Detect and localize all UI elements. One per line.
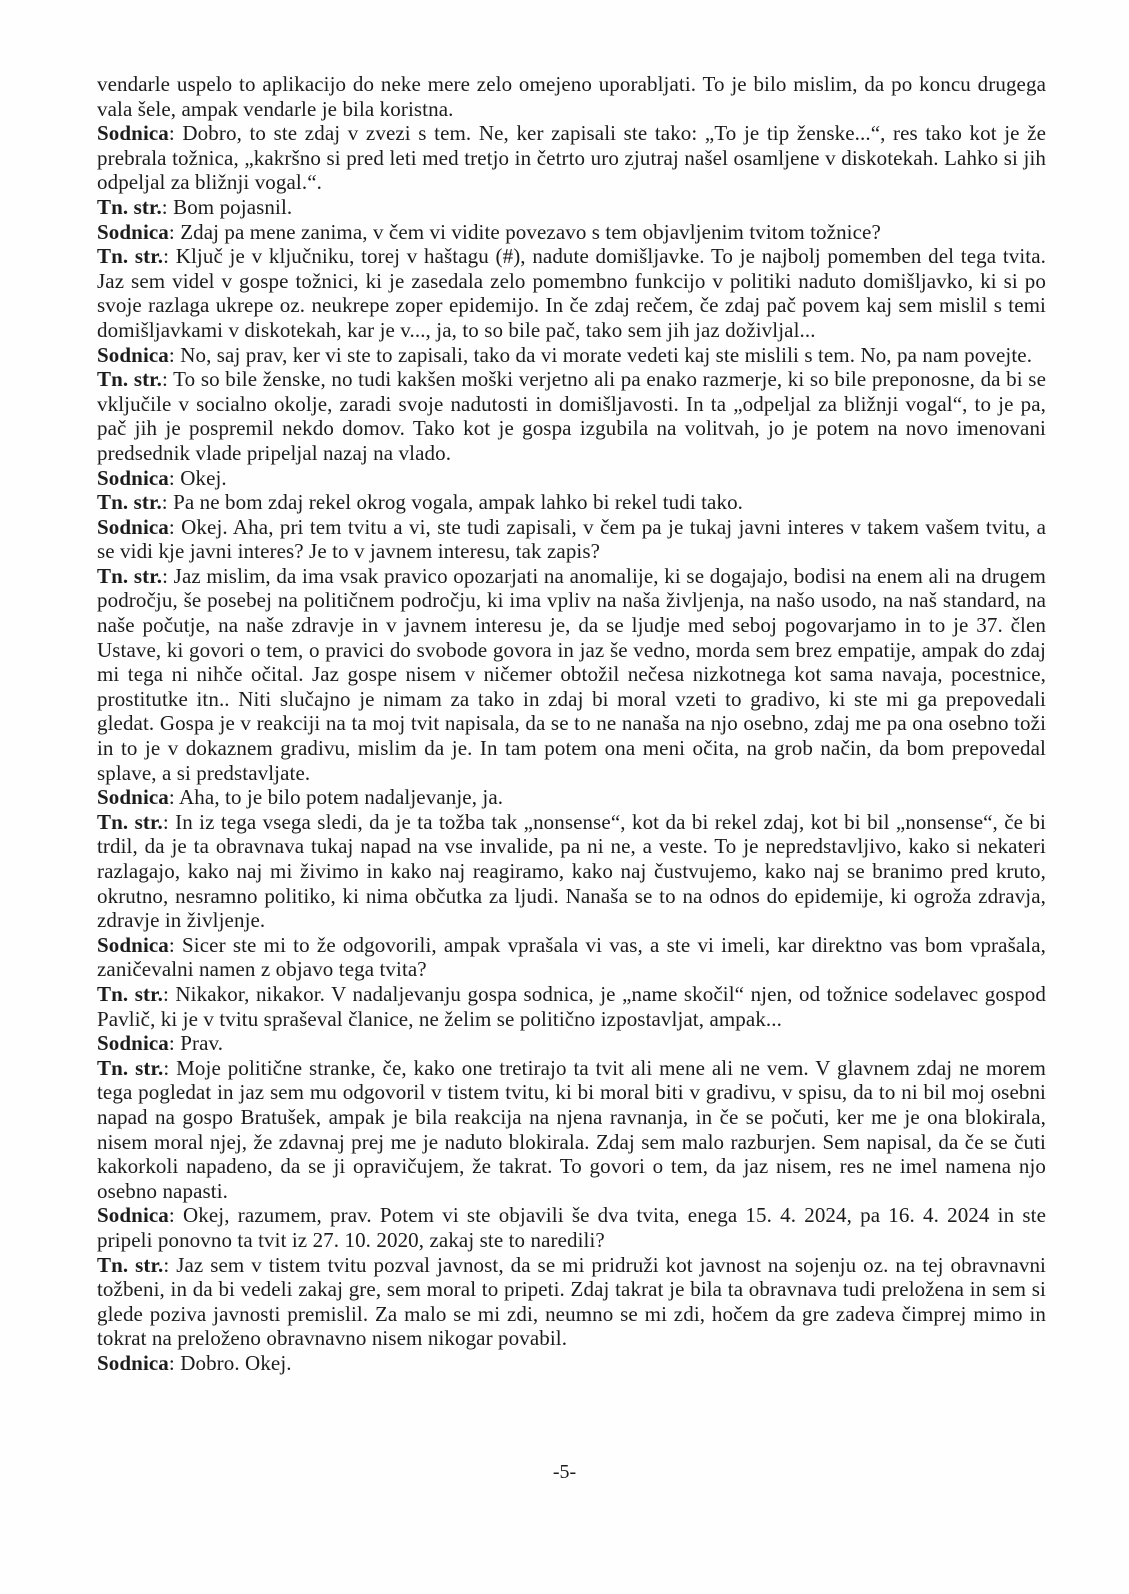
paragraph-text: In iz tega vsega sledi, da je ta tožba tak „nonsense“, kot da bi rekel zdaj, kot bi bil „nonsense“, če bi trdil, da je ta obravnava tukaj napad na vse invalide, pa ni ne, a veste. To je nepredstavljivo, kako si nekateri razlagajo, kako naj mi živimo in kako naj reagiramo, kako naj čustvujemo, kako naj se branimo pred kruto, okrutno, nesramno politiko, ki nima občutka za ljudi. Nanaša se to na odnos do epidemije, ki ogroža zdravja, zdravje in življenje. [97,809,1046,933]
paragraph-text: Bom pojasnil. [173,194,293,219]
transcript-paragraph: Sodnica: No, saj prav, ker vi ste to zapisali, tako da vi morate vedeti kaj ste mislili s tem. No, pa nam povejte. [97,342,1033,367]
speaker-name: Sodnica [97,932,169,957]
paragraph-text: Sicer ste mi to že odgovorili, ampak vprašala vi vas, a ste vi imeli, kar direktno vas bom vprašala, zaničevalni namen z objavo tega tvita? [97,932,1046,982]
paragraph-text: Aha, to je bilo potem nadaljevanje, ja. [179,785,504,810]
paragraph-text: Nikakor, nikakor. V nadaljevanju gospa sodnica, je „name skočil“ njen, od tožnice sodelavec gospod Pavlič, ki je v tvitu spraševal članice, ne želim se politično izpostavljat, ampak... [97,981,1046,1031]
transcript-paragraph: Sodnica: Prav. [97,1031,224,1056]
transcript-paragraph: Sodnica: Sicer ste mi to že odgovorili, ampak vprašala vi vas, a ste vi imeli, kar direktno vas bom vprašala, zaničevalni namen z objavo tega tvita? [97,932,1046,982]
speaker-name: Sodnica [97,465,169,490]
paragraph-text: Dobro, to ste zdaj v zvezi s tem. Ne, ker zapisali ste tako: „To je tip ženske...“, res tako kot je že prebrala tožnica, „kakršno si pred leti med tretjo in četrto uro zjutraj našel osamljene v diskotekah. Lahko si jih odpeljal za bližnji vogal.“. [97,121,1046,195]
page-number: -5- [552,1461,577,1483]
speaker-name: Sodnica [97,514,169,539]
transcript-paragraph [97,72,1046,121]
paragraph-text: Dobro. Okej. [180,1350,292,1375]
speaker-name: Tn. str. [97,194,162,219]
paragraph-text: To so bile ženske, no tudi kakšen moški verjetno ali pa enako razmerje, ki so bile preponosne, da bi se vključile v socialno okolje, zaradi svoje nadutosti in domišljavosti. In ta „odpeljal za bližnji vogal“, to je pa, pač jih je pospremil nekdo domov. Tako kot je gospa izgubila na volitvah, jo je potem na novo imenovani predsednik vlade pripeljal nazaj na vlado. [97,367,1046,465]
transcript-paragraph: Tn. str.: Ključ je v ključniku, torej v haštagu (#), nadute domišljavke. To je najbolj pomemben del tega tvita. Jaz sem videl v gospe tožnici, ki je zasedala zelo pomembno funkcijo v politiki naduto domišljavko, ki si po svoje razlaga ukrepe oz. neukrepe zoper epidemijo. In če zdaj rečem, če zdaj pač povem kaj sem mislil s temi domišljavkami v diskotekah, kar je v..., ja, to so bile pač, tako sem jih jaz doživljal... [97,244,1046,342]
transcript-paragraph: Tn. str.: Pa ne bom zdaj rekel okrog vogala, ampak lahko bi rekel tudi tako. [97,490,744,515]
paragraph-text: Okej, razumem, prav. Potem vi ste objavili še dva tvita, enega 15. 4. 2024, pa 16. 4. 2024 in ste pripeli ponovno ta tvit iz 27. 10. 2020, zakaj ste to naredili? [97,1203,1046,1252]
transcript-paragraph: Tn. str.: In iz tega vsega sledi, da je ta tožba tak „nonsense“, kot da bi rekel zdaj, kot bi bil „nonsense“, če bi trdil, da je ta obravnava tukaj napad na vse invalide, pa ni ne, a veste. To je nepredstavljivo, kako si nekateri razlagajo, kako naj mi živimo in kako naj reagiramo, kako naj čustvujemo, kako naj se branimo pred kruto, okrutno, nesramno politiko, ki nima občutka za ljudi. Nanaša se to na odnos do epidemije, ki ogroža zdravja, zdravje in življenje. [97,809,1046,933]
transcript-paragraph: Sodnica: Zdaj pa mene zanima, v čem vi vidite povezavo s tem objavljenim tvitom tožnice? [97,219,881,244]
paragraph-text: Okej. [180,465,227,490]
paragraph-text: Jaz sem v tistem tvitu pozval javnost, da se mi pridruži kot javnost na sojenju oz. na tej obravnavni tožbeni, in da bi vedeli zakaj gre, sem moral to pripeti. Zdaj takrat je bila ta obravnava tudi preložena in sem si glede poziva javnosti premislil. Za malo se mi zdi, neumno se mi zdi, hočem da gre zadeva čimprej mimo in tokrat na preloženo obravnavno nisem nikogar povabil. [97,1252,1046,1351]
transcript-paragraph: Tn. str.: Bom pojasnil. [97,194,293,219]
transcript-paragraph: Sodnica: Aha, to je bilo potem nadaljevanje, ja. [97,785,504,810]
paragraph-text: Okej. Aha, pri tem tvitu a vi, ste tudi zapisali, v čem pa je tukaj javni interes v takem vašem tvitu, a se vidi kje javni interes? Je to v javnem interesu, tak zapis? [97,514,1046,564]
speaker-name: Tn. str. [97,809,163,834]
speaker-name: Tn. str. [97,490,162,515]
transcript [97,72,1046,1375]
speaker-name: Sodnica [97,342,169,367]
transcript-paragraph: Sodnica: Dobro, to ste zdaj v zvezi s tem. Ne, ker zapisali ste tako: „To je tip ženske...“, res tako kot je že prebrala tožnica, „kakršno si pred leti med tretjo in četrto uro zjutraj našel osamljene v diskotekah. Lahko si jih odpeljal za bližnji vogal.“. [97,121,1046,195]
paragraph-text: Prav. [180,1031,224,1056]
speaker-name: Tn. str. [97,1055,164,1080]
paragraph-text: vendarle uspelo to aplikacijo do neke mere zelo omejeno uporabljati. To je bilo mislim, da po koncu drugega vala šele, ampak vendarle je bila koristna. [97,72,1046,121]
speaker-name: Tn. str. [97,244,164,269]
speaker-name: Sodnica [97,1350,169,1375]
speaker-name: Sodnica [97,785,169,810]
speaker-name: Tn. str. [97,367,163,392]
transcript-paragraph: Sodnica: Okej, razumem, prav. Potem vi ste objavili še dva tvita, enega 15. 4. 2024, pa 16. 4. 2024 in ste pripeli ponovno ta tvit iz 27. 10. 2020, zakaj ste to naredili? [97,1203,1046,1252]
paragraph-text: No, saj prav, ker vi ste to zapisali, tako da vi morate vedeti kaj ste mislili s tem. No, pa nam povejte. [180,342,1033,367]
transcript-paragraph: Sodnica: Okej. Aha, pri tem tvitu a vi, ste tudi zapisali, v čem pa je tukaj javni interes v takem vašem tvitu, a se vidi kje javni interes? Je to v javnem interesu, tak zapis? [97,514,1046,564]
transcript-paragraph: Tn. str.: Moje politične stranke, če, kako one tretirajo ta tvit ali mene ali ne vem. V glavnem zdaj ne morem tega pogledat in jaz sem mu odgovoril v tistem tvitu, ki bi moral biti v gradivu, v spisu, da to ni bil moj osebni napad na gospo Bratušek, ampak je bila reakcija na njena ravnanja, in če se počuti, ker me je ona blokirala, nisem moral njej, že zdavnaj prej me je naduto blokirala. Zdaj sem malo razburjen. Sem napisal, da če se čuti kakorkoli napadeno, da se ji opravičujem, že takrat. To govori o tem, da jaz nisem, res ne imel namena njo osebno napasti. [97,1055,1046,1203]
speaker-name: Sodnica [97,121,169,146]
speaker-name: Tn. str. [97,563,163,588]
transcript-paragraph: Sodnica: Okej. [97,465,227,490]
speaker-name: Tn. str. [97,981,163,1006]
transcript-paragraph: Tn. str.: Nikakor, nikakor. V nadaljevanju gospa sodnica, je „name skočil“ njen, od tožnice sodelavec gospod Pavlič, ki je v tvitu spraševal članice, ne želim se politično izpostavljat, ampak... [97,981,1046,1031]
paragraph-text: Pa ne bom zdaj rekel okrog vogala, ampak lahko bi rekel tudi tako. [173,490,744,515]
transcript-paragraph: Tn. str.: Jaz sem v tistem tvitu pozval javnost, da se mi pridruži kot javnost na sojenju oz. na tej obravnavni tožbeni, in da bi vedeli zakaj gre, sem moral to pripeti. Zdaj takrat je bila ta obravnava tudi preložena in sem si glede poziva javnosti premislil. Za malo se mi zdi, neumno se mi zdi, hočem da gre zadeva čimprej mimo in tokrat na preloženo obravnavno nisem nikogar povabil. [97,1252,1046,1351]
transcript-paragraph: Sodnica: Dobro. Okej. [97,1350,292,1375]
speaker-name: Sodnica [97,1031,169,1056]
paragraph-text: Jaz mislim, da ima vsak pravico opozarjati na anomalije, ki se dogajajo, bodisi na enem ali na drugem področju, še posebej na političnem področju, ki ima vpliv na naša življenja, na našo usodo, na naš standard, na naše počutje, na naše zdravje in v javnem interesu je, da se ljudje med seboj pogovarjamo in to je 37. člen Ustave, ki govori o tem, o pravici do svobode govora in jaz še vedno, morda sem brez empatije, ampak do zdaj mi tega ni nihče očital. Jaz gospe nisem v ničemer obtožil nečesa nizkotnega kot sama navaja, pocestnice, prostitutke itn.. Niti slučajno je nimam za tako in zdaj bi moral vzeti to gradivo, ki ste mi ga prepovedali gledat. Gospa je v reakciji na ta moj tvit napisala, da se to ne nanaša na njo osebno, zdaj me pa ona osebno toži in to je v dokaznem gradivu, mislim da je. In tam potem ona meni očita, na grob način, da bom prepovedal splave, a si predstavljate. [97,563,1046,785]
paragraph-text: Moje politične stranke, če, kako one tretirajo ta tvit ali mene ali ne vem. V glavnem zdaj ne morem tega pogledat in jaz sem mu odgovoril v tistem tvitu, ki bi moral biti v gradivu, v spisu, da to ni bil moj osebni napad na gospo Bratušek, ampak je bila reakcija na njena ravnanja, in če se počuti, ker me je ona blokirala, nisem moral njej, že zdavnaj prej me je naduto blokirala. Zdaj sem malo razburjen. Sem napisal, da če se čuti kakorkoli napadeno, da se ji opravičujem, že takrat. To govori o tem, da jaz nisem, res ne imel namena njo osebno napasti. [97,1055,1046,1203]
paragraph-text: Zdaj pa mene zanima, v čem vi vidite povezavo s tem objavljenim tvitom tožnice? [180,219,881,244]
transcript-paragraph: Tn. str.: To so bile ženske, no tudi kakšen moški verjetno ali pa enako razmerje, ki so bile preponosne, da bi se vključile v socialno okolje, zaradi svoje nadutosti in domišljavosti. In ta „odpeljal za bližnji vogal“, to je pa, pač jih je pospremil nekdo domov. Tako kot je gospa izgubila na volitvah, jo je potem na novo imenovani predsednik vlade pripeljal nazaj na vlado. [97,367,1046,465]
speaker-name: Sodnica [97,219,169,244]
transcript-paragraph: Tn. str.: Jaz mislim, da ima vsak pravico opozarjati na anomalije, ki se dogajajo, bodisi na enem ali na drugem področju, še posebej na političnem področju, ki ima vpliv na naša življenja, na našo usodo, na naš standard, na naše počutje, na naše zdravje in v javnem interesu je, da se ljudje med seboj pogovarjamo in to je 37. člen Ustave, ki govori o tem, o pravici do svobode govora in jaz še vedno, morda sem brez empatije, ampak do zdaj mi tega ni nihče očital. Jaz gospe nisem v ničemer obtožil nečesa nizkotnega kot sama navaja, pocestnice, prostitutke itn.. Niti slučajno je nimam za tako in zdaj bi moral vzeti to gradivo, ki ste mi ga prepovedali gledat. Gospa je v reakciji na ta moj tvit napisala, da se to ne nanaša na njo osebno, zdaj me pa ona osebno toži in to je v dokaznem gradivu, mislim da je. In tam potem ona meni očita, na grob način, da bom prepovedal splave, a si predstavljate. [97,563,1046,785]
paragraph-text: Ključ je v ključniku, torej v haštagu (#), nadute domišljavke. To je najbolj pomemben del tega tvita. Jaz sem videl v gospe tožnici, ki je zasedala zelo pomembno funkcijo v politiki naduto domišljavko, ki si po svoje razlaga ukrepe oz. neukrepe zoper epidemijo. In če zdaj rečem, če zdaj pač povem kaj sem mislil s temi domišljavkami v diskotekah, kar je v..., ja, to so bile pač, tako sem jih jaz doživljal... [97,244,1046,342]
speaker-name: Tn. str. [97,1252,164,1277]
speaker-name: Sodnica [97,1203,169,1228]
